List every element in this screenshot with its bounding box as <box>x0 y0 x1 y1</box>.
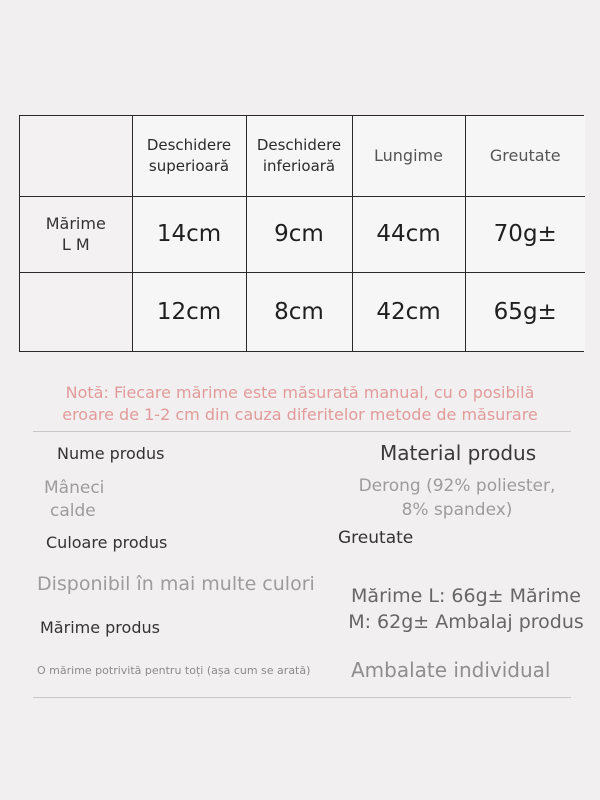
row-label-empty <box>20 273 132 351</box>
weight-label: Greutate <box>338 528 414 548</box>
table-cell: 8cm <box>246 273 352 351</box>
table-cell: 14cm <box>132 196 246 272</box>
table-cell: 9cm <box>246 196 352 272</box>
table-corner-cell <box>20 116 132 196</box>
product-color-label: Culoare produs <box>46 533 168 552</box>
column-header-top-opening: Deschidere superioară <box>132 116 246 196</box>
column-header-length: Lungime <box>352 116 465 196</box>
table-row <box>20 196 585 272</box>
table-row <box>20 273 585 351</box>
product-name-value: Mâneci calde <box>44 478 105 521</box>
measurement-note: Notă: Fiecare mărime este măsurată manual, cu o posibilă eroare de 1-2 cm din cauza diferitelor metode de măsurare <box>62 383 538 424</box>
product-material-value: Derong (92% poliester, 8% spandex) <box>358 476 556 520</box>
row-label-size: Mărime L M <box>20 196 132 272</box>
divider <box>33 697 571 698</box>
product-name-label: Nume produs <box>57 444 165 463</box>
product-size-value: O mărime potrivită pentru toți (așa cum se arată) <box>37 664 311 677</box>
table-cell: 70g± <box>465 196 585 272</box>
size-table <box>19 115 584 352</box>
table-cell: 42cm <box>352 273 465 351</box>
column-header-weight: Greutate <box>465 116 585 196</box>
table-cell: 65g± <box>465 273 585 351</box>
weight-value: Mărime L: 66g± Mărime M: 62g± Ambalaj produs <box>348 585 584 633</box>
table-header-row <box>20 116 585 196</box>
divider <box>33 431 571 432</box>
product-material-label: Material produs <box>380 441 537 465</box>
column-header-bottom-opening: Deschidere inferioară <box>246 116 352 196</box>
table-cell: 44cm <box>352 196 465 272</box>
packaging-value: Ambalate individual <box>351 658 551 682</box>
product-size-label: Mărime produs <box>40 618 160 637</box>
product-color-value: Disponibil în mai multe culori <box>37 573 315 595</box>
table-cell: 12cm <box>132 273 246 351</box>
